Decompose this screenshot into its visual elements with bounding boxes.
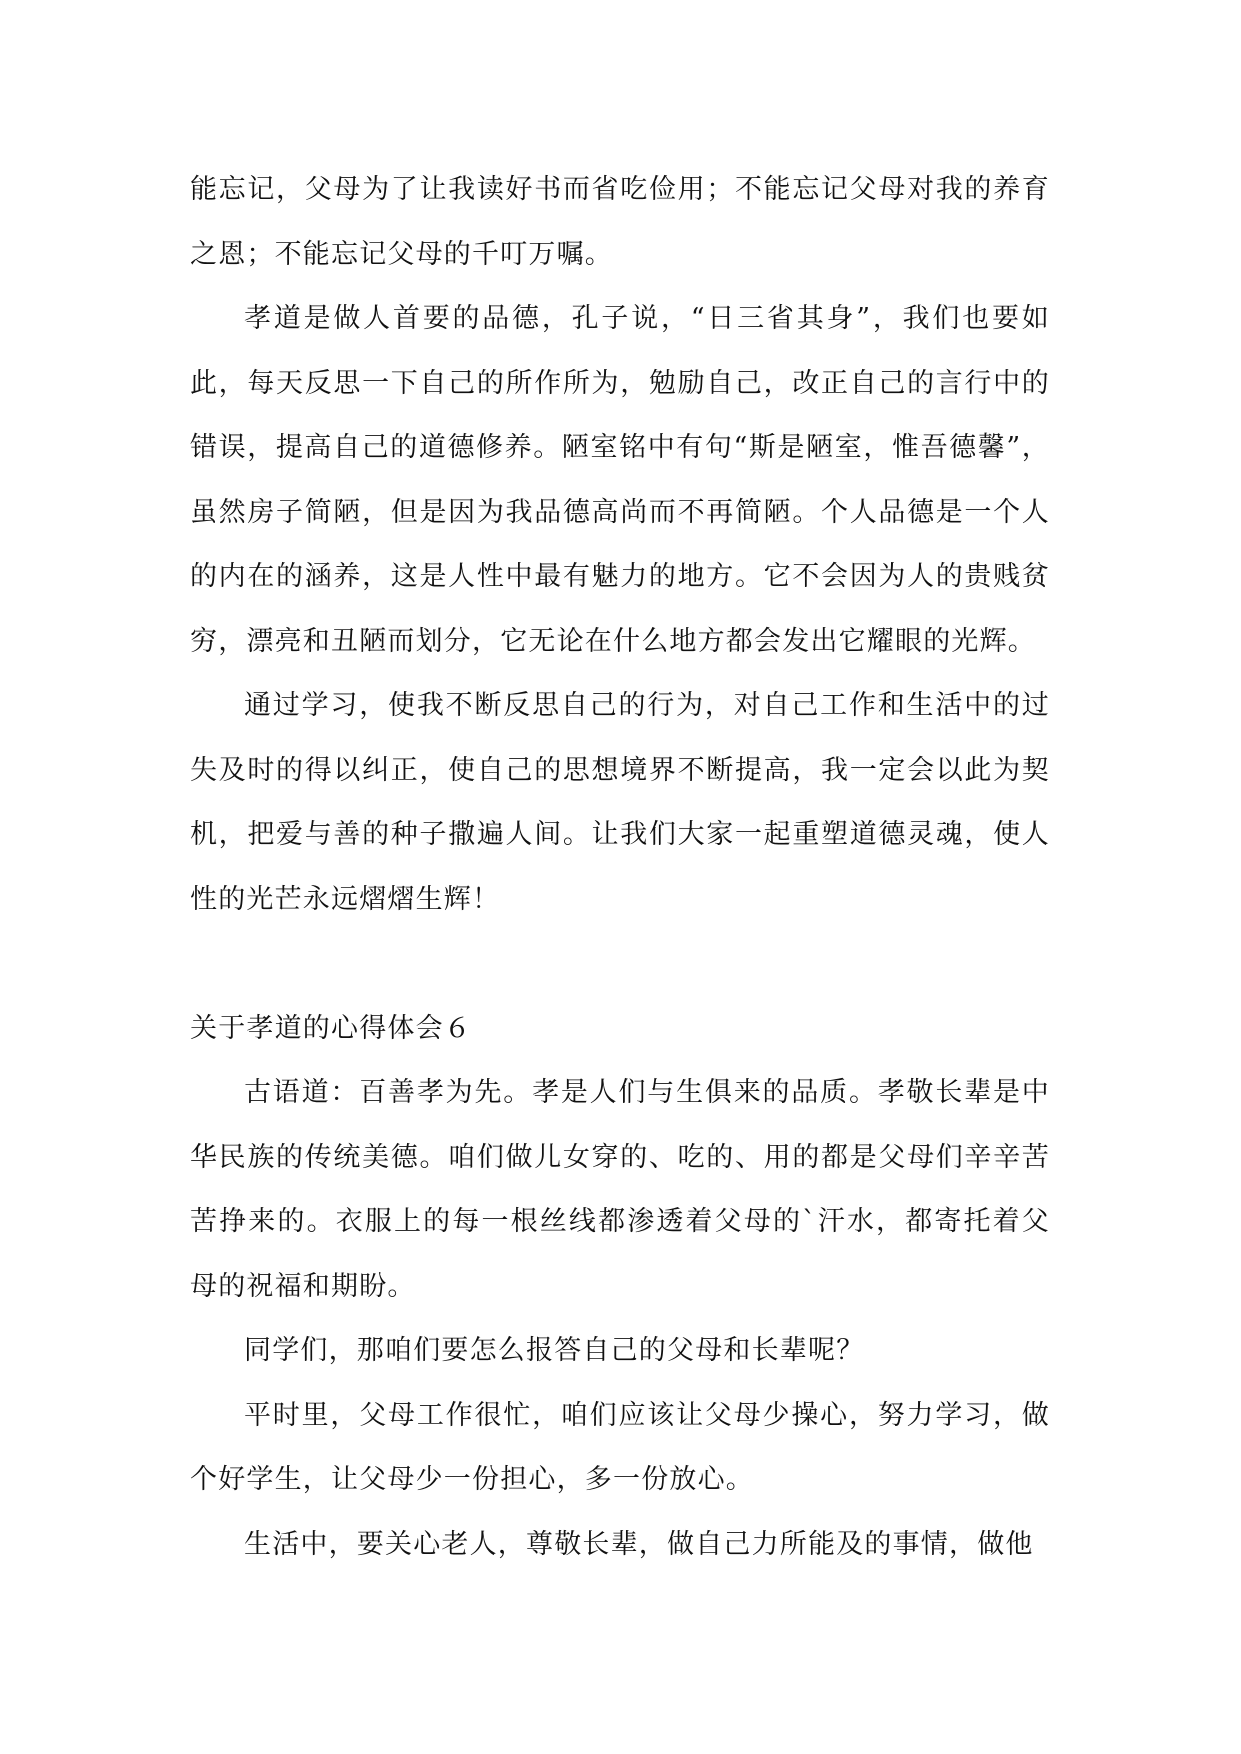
document-body bbox=[190, 158, 1050, 1577]
section-heading: 关于孝道的心得体会６ bbox=[190, 1012, 472, 1044]
paragraph: 通过学习，使我不断反思自己的行为，对自己工作和生活中的过失及时的得以纠正，使自己的思想境界不断提高，我一定会以此为契机，把爱与善的种子撒遍人间。让我们大家一起重塑道德灵魂，使人性的光芒永远熠熠生辉！ bbox=[190, 690, 1050, 915]
paragraph: 孝道是做人首要的品德，孔子说，“日三省其身”，我们也要如此，每天反思一下自己的所作所为，勉励自己，改正自己的言行中的错误，提高自己的道德修养。陋室铭中有句“斯是陋室，惟吾德馨”，虽然房子简陋，但是因为我品德高尚而不再简陋。个人品德是一个人的内在的涵养，这是人性中最有魅力的地方。它不会因为人的贵贱贫穷，漂亮和丑陋而划分，它无论在什么地方都会发出它耀眼的光辉。 bbox=[190, 303, 1050, 657]
paragraph: 古语道：百善孝为先。孝是人们与生俱来的品质。孝敬长辈是中华民族的传统美德。咱们做儿女穿的、吃的、用的都是父母们辛辛苦苦挣来的。衣服上的每一根丝线都渗透着父母的`汗水，都寄托着父母的祝福和期盼。 bbox=[190, 1077, 1050, 1302]
paragraph: 同学们，那咱们要怎么报答自己的父母和长辈呢？ bbox=[244, 1335, 865, 1366]
paragraph: 平时里，父母工作很忙，咱们应该让父母少操心，努力学习，做个好学生，让父母少一份担心，多一份放心。 bbox=[190, 1399, 1050, 1495]
paragraph-continuation: 能忘记，父母为了让我读好书而省吃俭用；不能忘记父母对我的养育之恩；不能忘记父母的千叮万嘱。 bbox=[190, 174, 1050, 270]
paragraph: 生活中，要关心老人，尊敬长辈，做自己力所能及的事情，做他 bbox=[244, 1528, 1034, 1560]
section-spacer bbox=[190, 932, 1050, 997]
